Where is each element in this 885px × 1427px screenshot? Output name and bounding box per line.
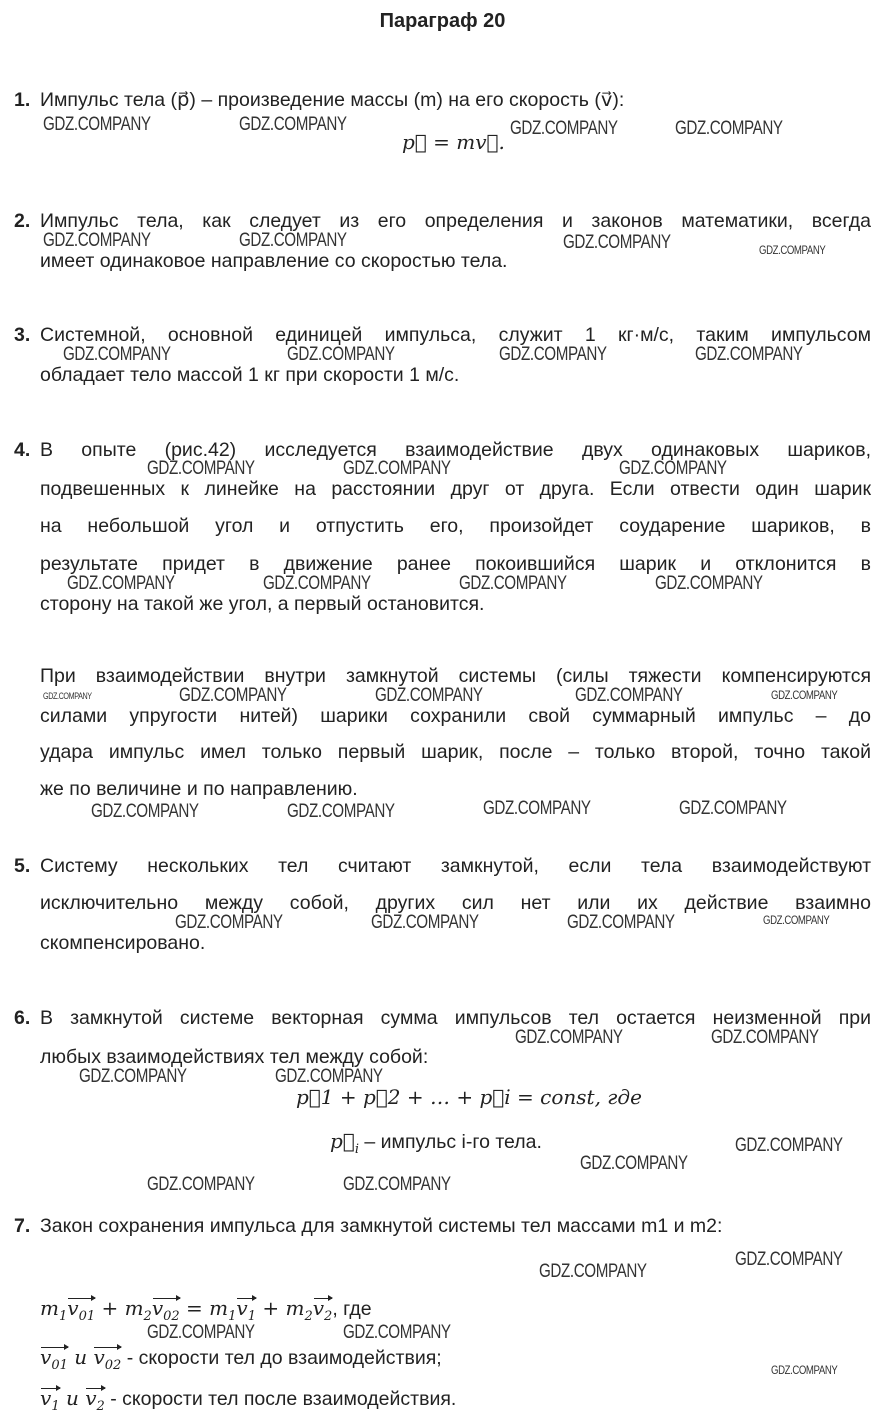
watermark: GDZ.COMPANY <box>371 912 479 933</box>
item-5-line: скомпенсировано. <box>40 932 206 954</box>
watermark: GDZ.COMPANY <box>510 118 618 139</box>
item-4-line: сторону на такой же угол, а первый остановится. <box>40 593 485 615</box>
item-number: 1. <box>14 89 31 111</box>
watermark: GDZ.COMPANY <box>771 1363 838 1377</box>
watermark: GDZ.COMPANY <box>763 913 830 927</box>
item-4-para2-line: При взаимодействии внутри замкнутой системы (силы тяжести компенсируются <box>40 665 871 687</box>
watermark: GDZ.COMPANY <box>575 685 683 706</box>
item-number: 6. <box>14 1007 31 1029</box>
watermark: GDZ.COMPANY <box>711 1027 819 1048</box>
item-4-para2-line: силами упругости нитей) шарики сохранили свой суммарный импульс – до <box>40 705 871 727</box>
watermark: GDZ.COMPANY <box>43 691 92 701</box>
item-5-line: Систему нескольких тел считают замкнутой, если тела взаимодействуют <box>40 855 871 877</box>
watermark: GDZ.COMPANY <box>735 1135 843 1156</box>
conservation-sum-formula: p⃗1 + p⃗2 + … + p⃗i = const, где <box>296 1085 642 1109</box>
watermark: GDZ.COMPANY <box>239 230 347 251</box>
item-4-line: результате придет в движение ранее покоившийся шарик и отклонится в <box>40 553 871 575</box>
watermark: GDZ.COMPANY <box>287 344 395 365</box>
velocity-note-before: $v_{01}$ и $v_{02}$ - скорости тел до взаимодействия; <box>40 1345 442 1373</box>
item-number: 3. <box>14 324 31 346</box>
watermark: GDZ.COMPANY <box>759 243 826 257</box>
item-6-line: любых взаимодействиях тел между собой: <box>40 1046 429 1068</box>
note-after-text: - скорости тел после взаимодействия. <box>110 1388 457 1410</box>
watermark: GDZ.COMPANY <box>695 344 803 365</box>
item-number: 2. <box>14 210 31 232</box>
item-4-line: подвешенных к линейке на расстоянии друг от друга. Если отвести один шарик <box>40 478 871 500</box>
item-3-line: Системной, основной единицей импульса, служит 1 кг·м/с, таким импульсом <box>40 324 871 346</box>
velocity-note-after: $v_1$ и $v_2$ - скорости тел после взаимодействия. <box>40 1386 457 1414</box>
and-word: и <box>74 1345 88 1369</box>
watermark: GDZ.COMPANY <box>79 1066 187 1087</box>
watermark: GDZ.COMPANY <box>675 118 783 139</box>
watermark: GDZ.COMPANY <box>567 912 675 933</box>
item-number: 5. <box>14 855 31 877</box>
watermark: GDZ.COMPANY <box>91 801 199 822</box>
watermark: GDZ.COMPANY <box>43 230 151 251</box>
item-number: 7. <box>14 1215 31 1237</box>
watermark: GDZ.COMPANY <box>263 573 371 594</box>
item-2-line: имеет одинаковое направление со скоростью тела. <box>40 250 508 272</box>
watermark: GDZ.COMPANY <box>63 344 171 365</box>
watermark: GDZ.COMPANY <box>515 1027 623 1048</box>
watermark: GDZ.COMPANY <box>679 798 787 819</box>
formula-note-text: – импульс i-го тела. <box>364 1131 542 1153</box>
watermark: GDZ.COMPANY <box>735 1249 843 1270</box>
formula-note: $p⃗_i$ – импульс i-го тела. <box>330 1129 542 1157</box>
item-4-para2-line: удара импульс имел только первый шарик, после – только второй, точно такой <box>40 741 871 763</box>
watermark: GDZ.COMPANY <box>580 1153 688 1174</box>
watermark: GDZ.COMPANY <box>483 798 591 819</box>
watermark: GDZ.COMPANY <box>343 1174 451 1195</box>
watermark: GDZ.COMPANY <box>343 458 451 479</box>
page-title: Параграф 20 <box>379 10 506 32</box>
watermark: GDZ.COMPANY <box>619 458 727 479</box>
watermark: GDZ.COMPANY <box>655 573 763 594</box>
and-word: и <box>65 1386 79 1410</box>
watermark: GDZ.COMPANY <box>175 912 283 933</box>
watermark: GDZ.COMPANY <box>275 1066 383 1087</box>
watermark: GDZ.COMPANY <box>287 801 395 822</box>
watermark: GDZ.COMPANY <box>343 1322 451 1343</box>
watermark: GDZ.COMPANY <box>147 1322 255 1343</box>
watermark: GDZ.COMPANY <box>147 1174 255 1195</box>
watermark: GDZ.COMPANY <box>563 232 671 253</box>
formula-gde: , где <box>332 1298 372 1320</box>
note-before-text: - скорости тел до взаимодействия; <box>126 1347 442 1369</box>
item-2-line: Импульс тела, как следует из его определения и законов математики, всегда <box>40 210 871 232</box>
watermark: GDZ.COMPANY <box>147 458 255 479</box>
watermark: GDZ.COMPANY <box>539 1261 647 1282</box>
item-3-line: обладает тело массой 1 кг при скорости 1 м/с. <box>40 364 460 386</box>
item-4-line: на небольшой угол и отпустить его, произойдет соударение шариков, в <box>40 515 871 537</box>
watermark: GDZ.COMPANY <box>499 344 607 365</box>
watermark: GDZ.COMPANY <box>67 573 175 594</box>
watermark: GDZ.COMPANY <box>771 688 838 702</box>
item-number: 4. <box>14 439 31 461</box>
item-1-text: Импульс тела (p⃗) – произведение массы (m) на его скорость (v⃗): <box>40 89 625 111</box>
item-4-line: В опыте (рис.42) исследуется взаимодействие двух одинаковых шариков, <box>40 439 871 461</box>
item-5-line: исключительно между собой, других сил нет или их действие взаимно <box>40 892 871 914</box>
watermark: GDZ.COMPANY <box>43 114 151 135</box>
watermark: GDZ.COMPANY <box>239 114 347 135</box>
momentum-formula: p⃗ = mv⃗. <box>402 130 505 154</box>
watermark: GDZ.COMPANY <box>179 685 287 706</box>
item-4-para2-line: же по величине и по направлению. <box>40 778 358 800</box>
watermark: GDZ.COMPANY <box>459 573 567 594</box>
item-6-line: В замкнутой системе векторная сумма импульсов тел остается неизменной при <box>40 1007 871 1029</box>
watermark: GDZ.COMPANY <box>375 685 483 706</box>
item-7-line: Закон сохранения импульса для замкнутой системы тел массами m1 и m2: <box>40 1215 723 1237</box>
conservation-law-formula: $m_1v_{01} + m_2v_{02} = m_1v_1 + m_2v_2$, где <box>40 1296 372 1324</box>
